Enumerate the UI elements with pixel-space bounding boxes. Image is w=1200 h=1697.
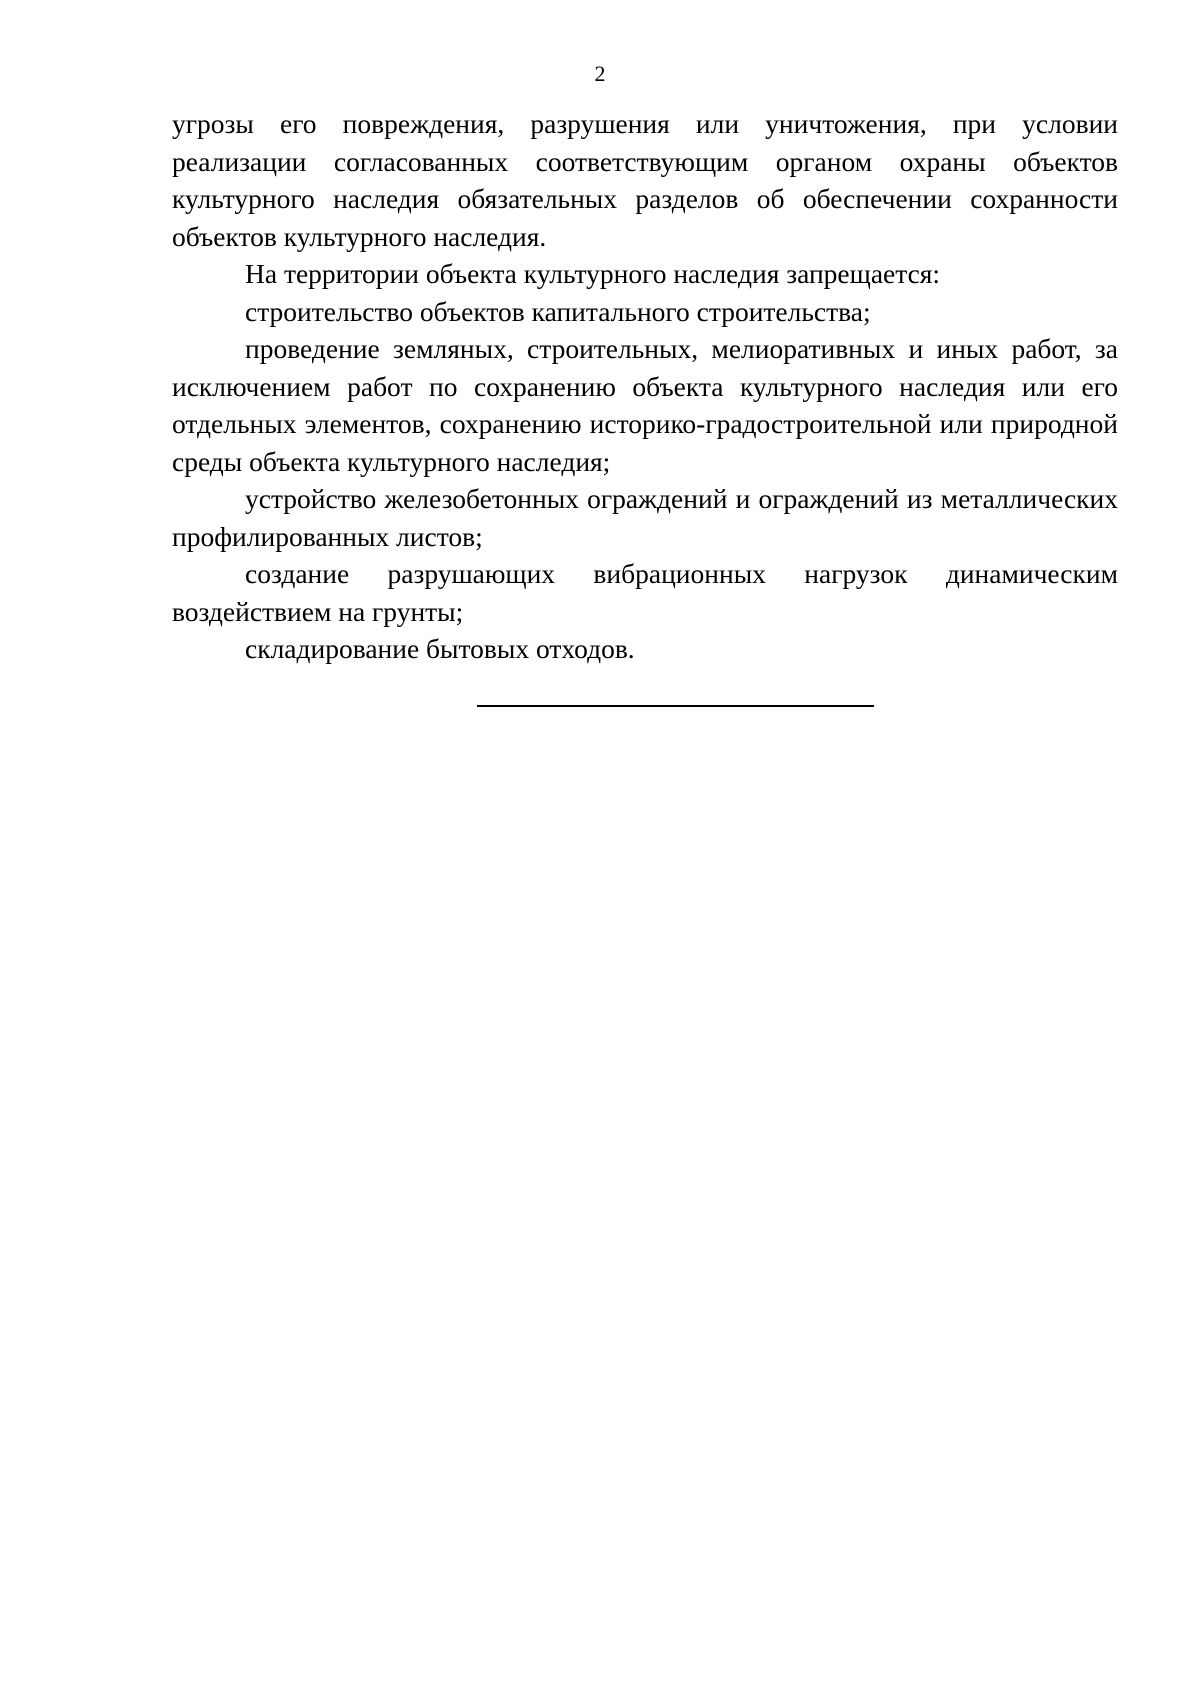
page-number: 2	[594, 61, 606, 86]
paragraph-prohibitions-intro: На территории объекта культурного наследия запрещается:	[245, 258, 941, 289]
document-body	[172, 105, 1118, 668]
paragraph-prohibition-fences: устройство железобетонных ограждений и ограждений из металлических профилированных листов;	[172, 483, 1118, 552]
paragraph-continuation: угрозы его повреждения, разрушения или уничтожения, при условии реализации согласованных соответствующим органом охраны объектов культурного наследия обязательных разделов об обеспечении сохранности объектов культурного наследия.	[172, 108, 1118, 252]
paragraph-prohibition-vibration: создание разрушающих вибрационных нагрузок динамическим воздействием на грунты;	[172, 558, 1118, 627]
paragraph-prohibition-works: проведение земляных, строительных, мелиоративных и иных работ, за исключением работ по сохранению объекта культурного наследия или его отдельных элементов, сохранению историко-градостроительной или природной среды объекта культурного наследия;	[172, 333, 1118, 477]
paragraph-prohibition-construction: строительство объектов капитального строительства;	[245, 295, 871, 327]
paragraph-prohibition-waste: складирование бытовых отходов.	[245, 633, 635, 664]
closing-divider	[477, 705, 874, 707]
